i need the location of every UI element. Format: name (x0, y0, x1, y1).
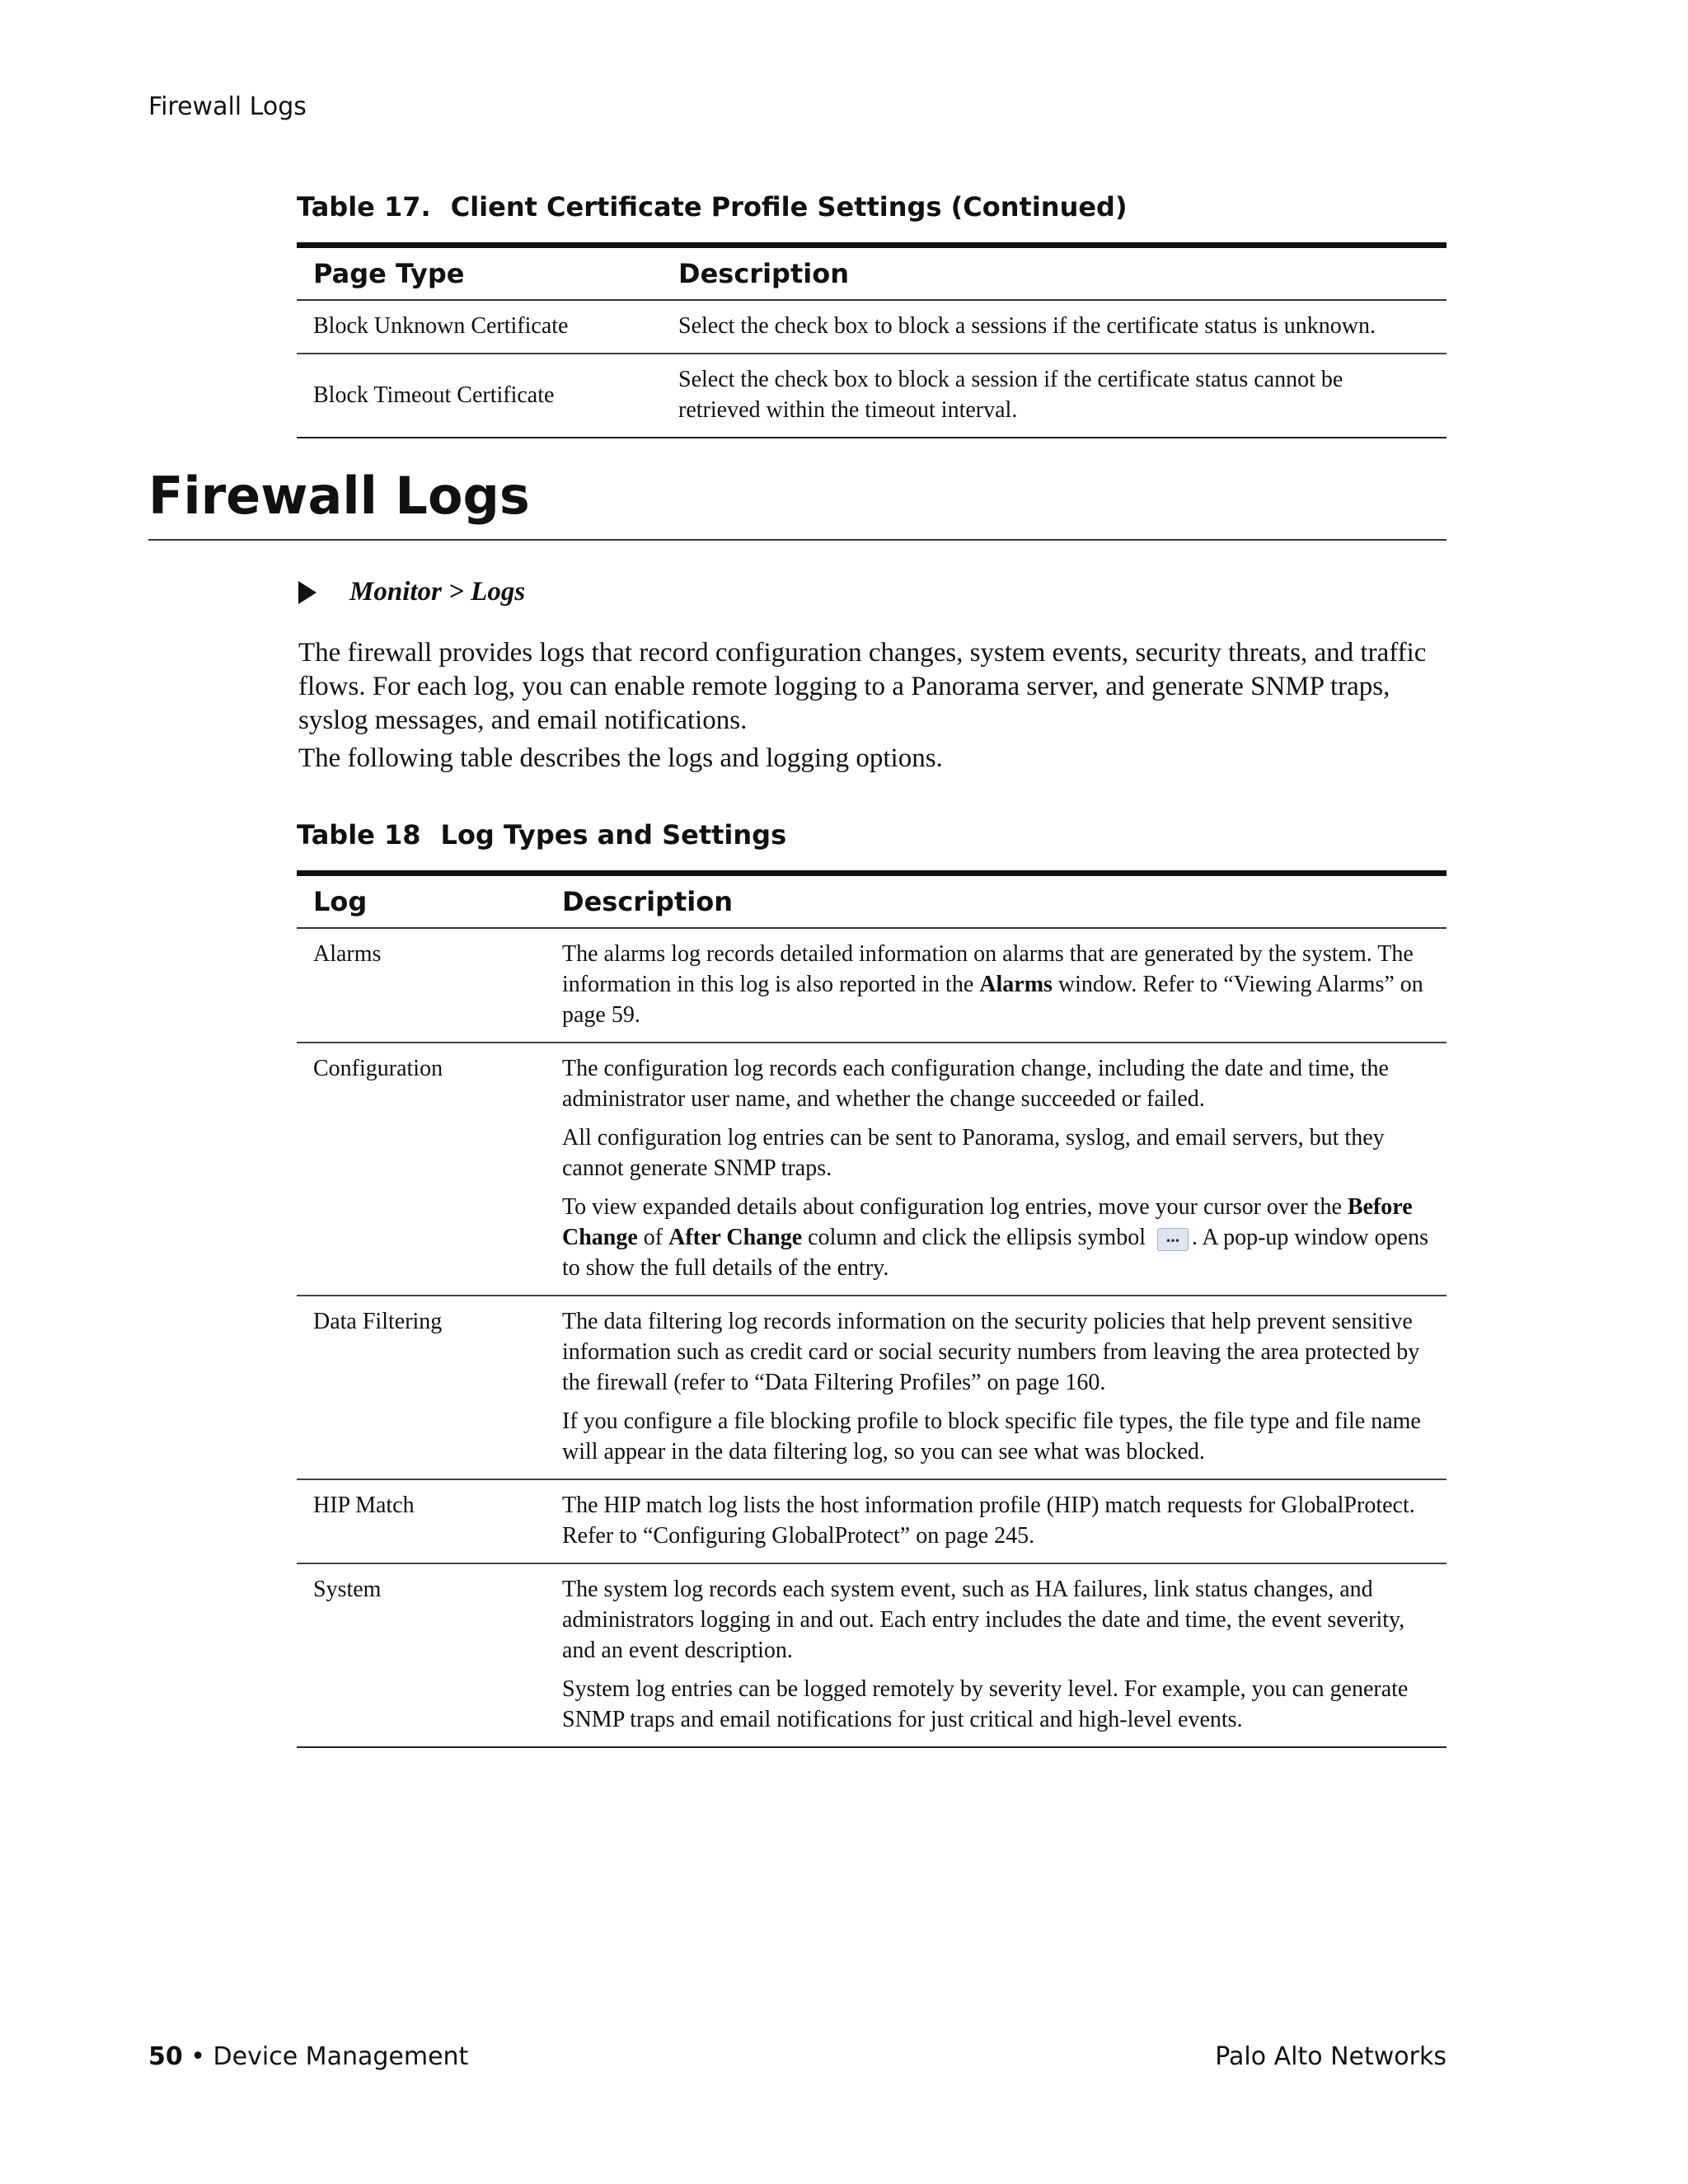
cell-page-type: Block Unknown Certificate (297, 300, 662, 354)
cell-page-type: Block Timeout Certificate (297, 354, 662, 438)
table-row (297, 354, 1447, 438)
description-paragraph: System log entries can be logged remotely by severity level. For example, you can generate SNMP traps and email notifications for just critical and high-level events. (562, 1676, 1409, 1732)
column-header-log: Log (297, 874, 546, 929)
description-paragraph: The configuration log records each configuration change, including the date and time, the administrator user name, and whether the change succeeded or failed. (562, 1056, 1389, 1112)
cell-description: Select the check box to block a session if the certificate status cannot be retrieved within the timeout interval. (662, 354, 1447, 438)
footer-bullet: • (190, 2042, 205, 2071)
table-row (297, 1563, 1447, 1747)
description-paragraph (562, 1192, 1430, 1283)
table-18-grid (297, 870, 1447, 1748)
table-17-grid (297, 242, 1447, 438)
bold-term: Before Change (562, 1194, 1413, 1250)
column-header-page-type: Page Type (297, 246, 662, 301)
description-paragraph: If you configure a file blocking profile to block specific file types, the file type and file name will appear in the data filtering log, so you can see what was blocked. (562, 1408, 1421, 1465)
cell-description (546, 1296, 1447, 1479)
bold-term: Alarms (979, 972, 1053, 997)
page-footer-left (148, 2042, 468, 2071)
bold-term: After Change (668, 1225, 803, 1250)
table-18-number: Table 18 (297, 819, 421, 851)
column-header-description: Description (546, 874, 1447, 929)
cell-log-name: HIP Match (297, 1479, 546, 1563)
table-18-header-row (297, 874, 1447, 929)
cell-log-name: Data Filtering (297, 1296, 546, 1479)
description-paragraph (562, 939, 1430, 1030)
intro-paragraph-2: The following table describes the logs and logging options. (298, 743, 943, 773)
description-paragraph: The system log records each system event, such as HA failures, link status changes, and administrators logging in and out. Each entry includes the date and time, the event severity, and an event description. (562, 1577, 1405, 1663)
cell-description (546, 1043, 1447, 1296)
column-header-description: Description (662, 246, 1447, 301)
breadcrumb-path: Monitor > Logs (349, 577, 526, 607)
section-title: Firewall Logs (148, 466, 1447, 541)
company-name: Palo Alto Networks (1215, 2042, 1447, 2071)
description-paragraph: The HIP match log lists the host information profile (HIP) match requests for GlobalProtect. Refer to “Configuring GlobalProtect” on page 245. (562, 1493, 1415, 1549)
table-row (297, 928, 1447, 1043)
table-17 (297, 191, 1447, 438)
text-run: . A pop-up window opens to show the full details of the entry. (562, 1225, 1428, 1281)
intro-paragraph: The firewall provides logs that record configuration changes, system events, security threats, and traffic flows. For each log, you can enable remote logging to a Panorama server, and generate SNMP traps, syslog messages, and email notifications. (298, 638, 1427, 735)
text-run: window. Refer to “Viewing Alarms” on page 59. (562, 972, 1423, 1028)
running-header: Firewall Logs (148, 92, 307, 121)
cell-description (546, 928, 1447, 1043)
text-run: To view expanded details about configuration log entries, move your cursor over the (562, 1194, 1348, 1220)
table-18-caption (297, 819, 1447, 851)
text-run: The alarms log records detailed information on alarms that are generated by the system. The information in this log is also reported in the (562, 941, 1414, 997)
table-17-title: Client Certificate Profile Settings (Continued) (450, 191, 1128, 223)
breadcrumb (298, 577, 525, 607)
table-row (297, 300, 1447, 354)
cell-log-name: System (297, 1563, 546, 1747)
cell-description (546, 1563, 1447, 1747)
page-number: 50 (148, 2042, 183, 2071)
table-17-header-row (297, 246, 1447, 301)
cell-description (546, 1479, 1447, 1563)
cell-log-name: Configuration (297, 1043, 546, 1296)
table-row (297, 1296, 1447, 1479)
text-run: of (637, 1225, 669, 1250)
ellipsis-icon: ... (1157, 1228, 1189, 1251)
table-17-caption (297, 191, 1447, 223)
triangle-right-icon (298, 581, 316, 604)
text-run: column and click the ellipsis symbol (802, 1225, 1146, 1250)
table-row (297, 1043, 1447, 1296)
cell-description: Select the check box to block a sessions if the certificate status is unknown. (662, 300, 1447, 354)
cell-log-name: Alarms (297, 928, 546, 1043)
table-18 (297, 819, 1447, 1748)
description-paragraph: All configuration log entries can be sent to Panorama, syslog, and email servers, but they cannot generate SNMP traps. (562, 1125, 1385, 1181)
table-18-title: Log Types and Settings (440, 819, 787, 851)
table-row (297, 1479, 1447, 1563)
table-17-number: Table 17. (297, 191, 431, 223)
chapter-name: Device Management (213, 2042, 469, 2071)
description-paragraph: The data filtering log records information on the security policies that help prevent sensitive information such as credit card or social security numbers from leaving the area protected by the firewall (refer to “Data Filtering Profiles” on page 160. (562, 1309, 1420, 1395)
